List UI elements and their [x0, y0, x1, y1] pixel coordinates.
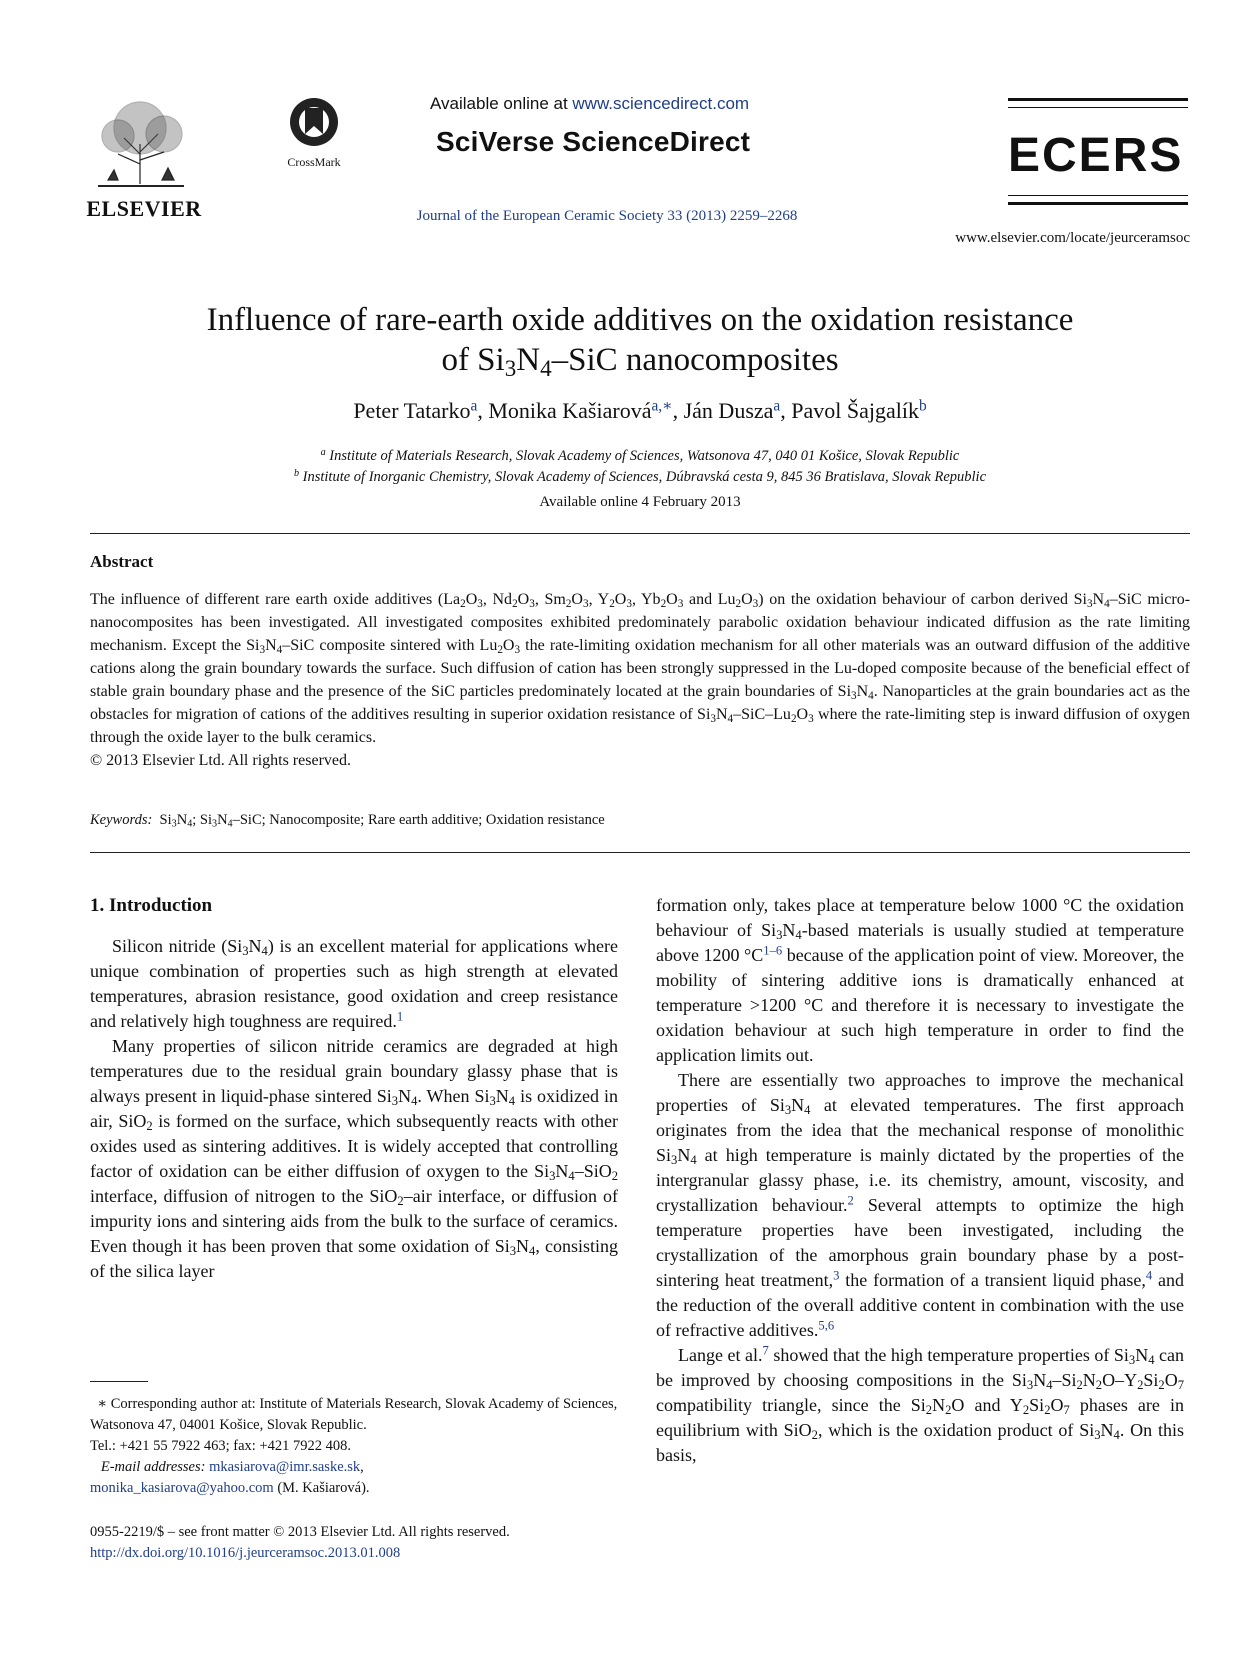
crossmark-badge[interactable]: [282, 96, 346, 170]
footnote-text: Corresponding author at: Institute of Materials Research, Slovak Academy of Sciences, Watsonova 47, 04001 Košice, Slovak Republic.: [90, 1396, 618, 1433]
abstract-heading: Abstract: [90, 552, 154, 571]
email-link[interactable]: mkasiarova@imr.saske.sk: [209, 1459, 361, 1475]
ecers-logo: ECERS: [1008, 129, 1184, 182]
journal-homepage-url[interactable]: www.elsevier.com/locate/jeurceramsoc: [955, 230, 1190, 246]
email-owner: (M. Kašiarová).: [277, 1480, 370, 1496]
doi-link[interactable]: http://dx.doi.org/10.1016/j.jeurceramsoc.2013.01.008: [90, 1545, 401, 1561]
footnote-tel: Tel.: +421 55 7922 463; fax: +421 7922 408.: [90, 1438, 352, 1454]
available-prefix: Available online at: [430, 94, 573, 113]
email-link[interactable]: monika_kasiarova@yahoo.com: [90, 1480, 274, 1496]
available-date: Available online 4 February 2013: [539, 494, 741, 510]
author-name: Ján Dusza: [683, 398, 774, 423]
author-affil-mark[interactable]: a,∗: [651, 397, 673, 415]
abstract-text: The influence of different rare earth oxide additives ($La_2O_3$, $Nd_2O_3$, $Sm_2O_3$, $Y_2O_3$, $Yb_2O_3$ and $Lu_2O_3$) on the oxidation behaviour of carbon derived $Si_3N_4$–SiC micro-nanocomposites has been investigated. All investigated composites exhibited predominately parabolic oxidation behaviour indicated diffusion as the rate limiting mechanism. Except the $Si_3N_4$–SiC composite sintered with $Lu_2O_3$ the rate-limiting oxidation mechanism for all other materials was an outward diffusion of the additive cations along the grain boundary towards the surface. Such diffusion of cation has been strongly suppressed in the Lu-doped composite because of the beneficial effect of stable grain boundary phase and the presence of the SiC particles predominately located at the grain boundaries of $Si_3N_4$. Nanoparticles at the grain boundaries act as the obstacles for migration of cations of the additives resulting in superior oxidation resistance of $Si_3N_4-SiC-Lu_2O_3$ where the rate-limiting step is inward diffusion of oxygen through the oxide layer to the bulk ceramics.: [90, 591, 1191, 746]
keyword: Rare earth additive: [367, 812, 479, 828]
elsevier-tree-logo: [88, 94, 192, 190]
sciencedirect-link[interactable]: www.sciencedirect.com: [572, 94, 750, 113]
body-right-column: [656, 893, 1184, 1468]
affiliation-mark: a: [320, 446, 326, 458]
crossmark-label: CrossMark: [287, 155, 341, 169]
available-online-line: [430, 94, 790, 114]
ecers-rule-bottom: [1008, 195, 1188, 205]
author-name: Pavol Šajgalík: [791, 398, 919, 423]
affiliation-text: Institute of Inorganic Chemistry, Slovak Academy of Sciences, Dúbravská cesta 9, 845 36 Bratislava, Slovak Republic: [302, 469, 987, 485]
keywords-line: Keywords: $Si_3N_4$; $Si_3N_4$–SiC; Nanocomposite; Rare earth additive; Oxidation resistance: [90, 812, 605, 830]
author-affil-mark[interactable]: b: [918, 397, 927, 415]
affiliation-mark: b: [293, 467, 300, 479]
title-line-2: of $Si_3N_4$–SiC nanocomposites: [441, 342, 839, 381]
sciverse-logo: SciVerse ScienceDirect: [436, 126, 751, 157]
paragraph: Many properties of silicon nitride ceramics are degraded at high temperatures due to the residual grain boundary glassy phase that is always present in liquid-phase sintered $Si_3N_4$. When $Si_3N_4$ is oxidized in air, SiO$_2$ is formed on the surface, which subsequently reacts with other oxides used as sintering additives. It is widely accepted that controlling factor of oxidation can be either diffusion of oxygen to the $Si_3N_4-SiO_2$ interface, diffusion of nitrogen to the SiO$_2$–air interface, or diffusion of impurity ions and sintering aids from the bulk to the surface of ceramics. Even though it has been proven that some oxidation of $Si_3N_4$, consisting of the silica layer: [90, 1036, 618, 1281]
affiliation-a: [90, 446, 1190, 467]
abstract-body: [90, 588, 1190, 772]
crossmark-icon: [288, 96, 340, 148]
abstract-copyright: © 2013 Elsevier Ltd. All rights reserved.: [90, 752, 351, 769]
keywords-label: Keywords:: [90, 812, 153, 828]
paragraph: formation only, takes place at temperature below 1000 °C the oxidation behaviour of $Si_3N_4$-based materials is usually studied at temperature above 1200 $^\circ C^{1-6}$ because of the application point of view. Moreover, the mobility of sintering additive ions is dramatically enhanced at temperature >1200 °C and therefore it is necessary to investigate the oxidation behaviour at such high temperature in order to find the application limits out.: [656, 895, 1185, 1065]
footnote-emails-2: [90, 1478, 618, 1499]
issn-line: 0955-2219/$ – see front matter © 2013 Elsevier Ltd. All rights reserved.: [90, 1524, 510, 1540]
affiliations: [90, 446, 1190, 488]
divider-bottom: [90, 852, 1190, 853]
author-name: Peter Tatarko: [353, 398, 471, 423]
article-title: [90, 300, 1190, 380]
author-name: Monika Kašiarová: [488, 398, 652, 423]
paragraph: There are essentially two approaches to improve the mechanical properties of $Si_3N_4$ at elevated temperatures. The first approach originates from the idea that the mechanical response of monolithic $Si_3N_4$ at high temperature is mainly dictated by the properties of the intergranular glassy phase, i.e. its chemistry, amount, viscosity, and crystallization behaviour.$^2$ Several attempts to optimize the high temperature properties have been investigated, including the crystallization of the amorphous grain boundary phase by a post-sintering heat treatment,$^3$ the formation of a transient liquid phase,$^4$ and the reduction of the overall additive content in combination with the use of refractive additives.$^{5,6}$: [656, 1070, 1185, 1340]
author-affil-mark[interactable]: a: [470, 397, 478, 415]
journal-reference[interactable]: Journal of the European Ceramic Society 33 (2013) 2259–2268: [416, 208, 798, 224]
paragraph: Lange et al.$^7$ showed that the high temperature properties of $Si_3N_4$ can be improved by choosing compositions in the $Si_3N_4-Si_2N_2O-Y_2Si_2O_7$ compatibility triangle, since the $Si_2N_2O$ and $Y_2Si_2O_7$ phases are in equilibrium with SiO$_2$, which is the oxidation product of $Si_3N_4$. On this basis,: [656, 1343, 1185, 1465]
corresponding-author-footnote: [90, 1394, 618, 1499]
keyword: Nanocomposite: [269, 812, 361, 828]
email-label: E-mail addresses:: [100, 1459, 206, 1475]
divider-top: [90, 533, 1190, 534]
footnote-emails: E-mail addresses: mkasiarova@imr.saske.sk,: [100, 1459, 364, 1475]
affiliation-text: Institute of Materials Research, Slovak Academy of Sciences, Watsonova 47, 040 01 Košice, Slovak Republic: [329, 448, 960, 464]
keyword: Oxidation resistance: [485, 812, 605, 828]
front-matter: [90, 1522, 690, 1564]
paragraph: Silicon nitride $(Si_3N_4)$ is an excellent material for applications where unique combination of properties such as high strength at elevated temperatures, abrasion resistance, good oxidation and creep resistance and relatively high toughness are required.$^1$: [90, 936, 618, 1031]
author-affil-mark[interactable]: a: [773, 397, 781, 415]
section-heading: 1. Introduction: [90, 895, 213, 916]
body-left-column: [90, 893, 618, 1284]
affiliation-b: [90, 467, 1190, 488]
publisher-name: ELSEVIER: [86, 196, 202, 221]
footnote-corresponding: ∗ Corresponding author at: Institute of Materials Research, Slovak Academy of Sciences, Watsonova 47, 04001 Košice, Slovak Republic.: [90, 1396, 618, 1433]
author-list: Peter Tatarko$^a$, Monika Kašiarová$^{a,∗}$, Ján Dusza$^a$, Pavol Šajgalík$^b$: [353, 397, 927, 423]
footnote-rule: [90, 1381, 148, 1382]
ecers-rule-top: [1008, 98, 1188, 108]
title-line-1: Influence of rare-earth oxide additives on the oxidation resistance: [206, 302, 1074, 338]
